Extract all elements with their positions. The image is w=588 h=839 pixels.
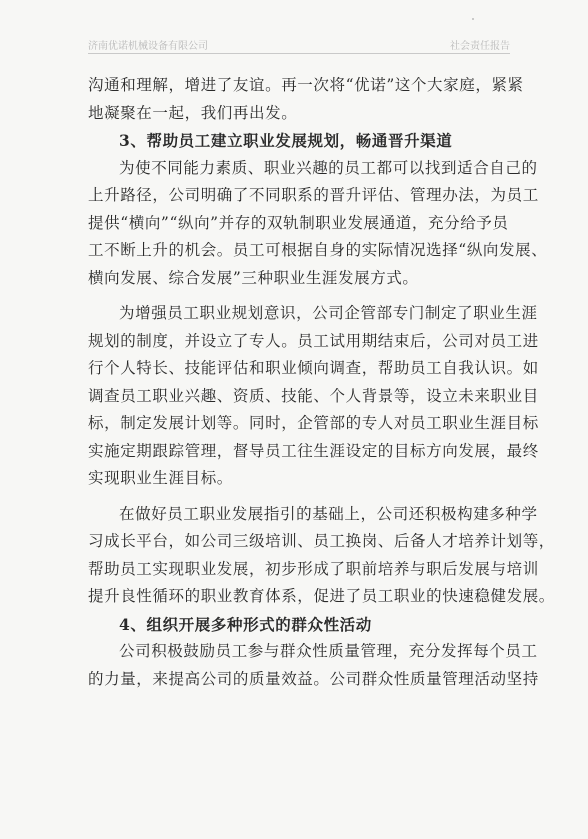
body-line: 地凝聚在一起，我们再出发。 <box>88 103 298 122</box>
body-line: 横向发展、综合发展”三种职业生涯发展方式。 <box>88 268 419 287</box>
header-left-text: 济南优诺机械设备有限公司 <box>88 41 208 52</box>
body-line: 规划的制度，并设立了专人。员工试用期结束后，公司对员工进 <box>88 331 539 350</box>
body-line: 实现职业生涯目标。 <box>88 469 233 487</box>
body-line: 调查员工职业兴趣、资质、技能、个人背景等，设立未来职业目 <box>88 386 539 405</box>
page-header <box>88 37 510 54</box>
body-line: 行个人特长、技能评估和职业倾向调查，帮助员工自我认识。如 <box>88 359 539 377</box>
scan-speck <box>472 18 474 20</box>
header-right-text: 社会责任报告 <box>450 41 510 52</box>
body-line: 提供“横向”“纵向”并存的双轨制职业发展通道，充分给予员 <box>88 213 509 232</box>
body-line: 沟通和理解，增进了友谊。再一次将“优诺”这个大家庭，紧紧 <box>88 76 524 94</box>
body-line: 提升良性循环的职业教育体系，促进了员工职业的快速稳健发展。 <box>88 587 555 605</box>
body-line: 在做好员工职业发展指引的基础上，公司还积极构建多种学 <box>119 504 538 523</box>
body-line: 为使不同能力素质、职业兴趣的员工都可以找到适合自己的 <box>119 158 538 177</box>
body-line: 标，制定发展计划等。同时，企管部的专人对员工职业生涯目标 <box>88 414 539 432</box>
section-heading-4: 4、组织开展多种形式的群众性活动 <box>119 614 372 634</box>
body-line: 工不断上升的机会。员工可根据自身的实际情况选择“纵向发展、 <box>88 241 548 259</box>
body-line: 的力量，来提高公司的质量效益。公司群众性质量管理活动坚持 <box>88 669 539 688</box>
body-line: 上升路径，公司明确了不同职系的晋升评估、管理办法，为员工 <box>88 186 539 204</box>
section-heading-3: 3、帮助员工建立职业发展规划，畅通晋升渠道 <box>119 131 453 150</box>
body-line: 习成长平台，如公司三级培训、员工换岗、后备人才培养计划等， <box>88 532 555 550</box>
body-line: 实施定期跟踪管理，督导员工往生涯设定的目标方向发展，最终 <box>88 441 539 460</box>
document-body <box>88 72 555 693</box>
body-line: 帮助员工实现职业发展，初步形成了职前培养与职后发展与培训 <box>88 559 539 578</box>
body-line: 公司积极鼓励员工参与群众性质量管理，充分发挥每个员工 <box>119 642 538 660</box>
body-line: 为增强员工职业规划意识，公司企管部专门制定了职业生涯 <box>119 304 538 322</box>
